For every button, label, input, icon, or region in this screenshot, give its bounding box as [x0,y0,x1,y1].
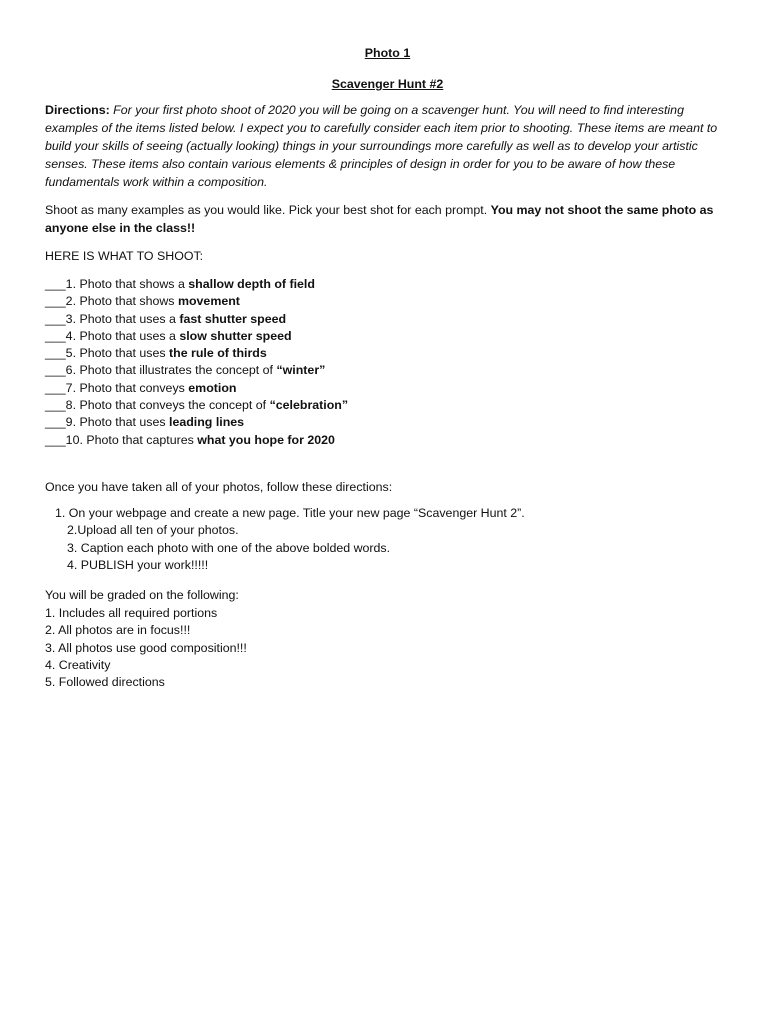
prompt-keyword: shallow depth of field [188,277,315,291]
prompt-text: ___7. Photo that conveys [45,380,189,395]
directions-text: For your first photo shoot of 2020 you will be going on a scavenger hunt. You will need to find interesting examples of the items listed below. I expect you to carefully consider each item prior to shooting. These items are meant to build your skills of seeing (actually looking) things in your surroundings more carefully as well as to develop your artistic senses. These items also contain various elements & principles of design in order for you to be aware of how these fundamentals work within a composition. [45,103,718,189]
directions-paragraph [45,101,730,191]
list-item [45,396,730,413]
list-item [45,361,730,378]
prompt-keyword: what you hope for 2020 [197,432,335,447]
list-item: 4. Creativity [45,657,111,672]
list-item: 1. On your webpage and create a new page. Title your new page “Scavenger Hunt 2”. [55,505,525,520]
prompt-text: ___4. Photo that uses a [45,328,180,343]
prompt-keyword: the rule of thirds [169,346,267,361]
list-item: 2.Upload all ten of your photos. [67,523,239,538]
prompt-list [45,275,730,448]
document-page [45,44,730,690]
prompt-text: ___10. Photo that captures [45,432,198,447]
prompt-keyword: emotion [188,380,237,395]
list-item: 4. PUBLISH your work!!!!! [67,558,209,573]
prompt-text: ___2. Photo that shows [45,294,178,309]
section-spacer [45,448,730,478]
list-item [45,413,730,430]
prompt-keyword: leading lines [169,415,245,430]
follow-intro: Once you have taken all of your photos, follow these directions: [45,479,393,494]
page-title: Photo 1 [364,46,411,60]
shoot-text: Shoot as many examples as you would like. Pick your best shot for each prompt. [45,203,491,217]
prompt-keyword: “celebration” [269,398,349,413]
prompt-keyword: movement [177,294,240,309]
list-item [45,344,730,361]
list-item: 1. Includes all required portions [45,605,218,620]
directions-label: Directions: [45,103,110,117]
prompt-text: ___5. Photo that uses [45,346,169,361]
shoot-paragraph [45,201,730,237]
grading-intro: You will be graded on the following: [45,587,239,602]
prompt-text: ___6. Photo that illustrates the concept of [45,363,277,378]
grading-list [45,604,730,690]
list-item: 3. Caption each photo with one of the above bolded words. [67,540,391,555]
prompt-keyword: “winter” [276,363,326,378]
list-item [45,327,730,344]
prompt-keyword: fast shutter speed [179,311,287,326]
prompt-keyword: slow shutter speed [179,328,292,343]
shoot-warning: You may not shoot the same photo as anyone else in the class!! [45,203,714,235]
list-heading: HERE IS WHAT TO SHOOT: [45,249,204,263]
page-subtitle: Scavenger Hunt #2 [331,77,444,91]
prompt-text: ___3. Photo that uses a [45,311,180,326]
list-item: 3. All photos use good composition!!! [45,640,247,655]
list-item [45,275,730,292]
list-item [45,431,730,448]
list-item [45,292,730,309]
prompt-text: ___9. Photo that uses [45,415,169,430]
prompt-text: ___8. Photo that conveys the concept of [45,398,270,413]
list-item [45,310,730,327]
list-item [45,379,730,396]
list-item: 2. All photos are in focus!!! [45,623,191,638]
prompt-text: ___1. Photo that shows a [45,277,189,291]
steps-list [45,504,730,574]
list-item: 5. Followed directions [45,675,165,690]
